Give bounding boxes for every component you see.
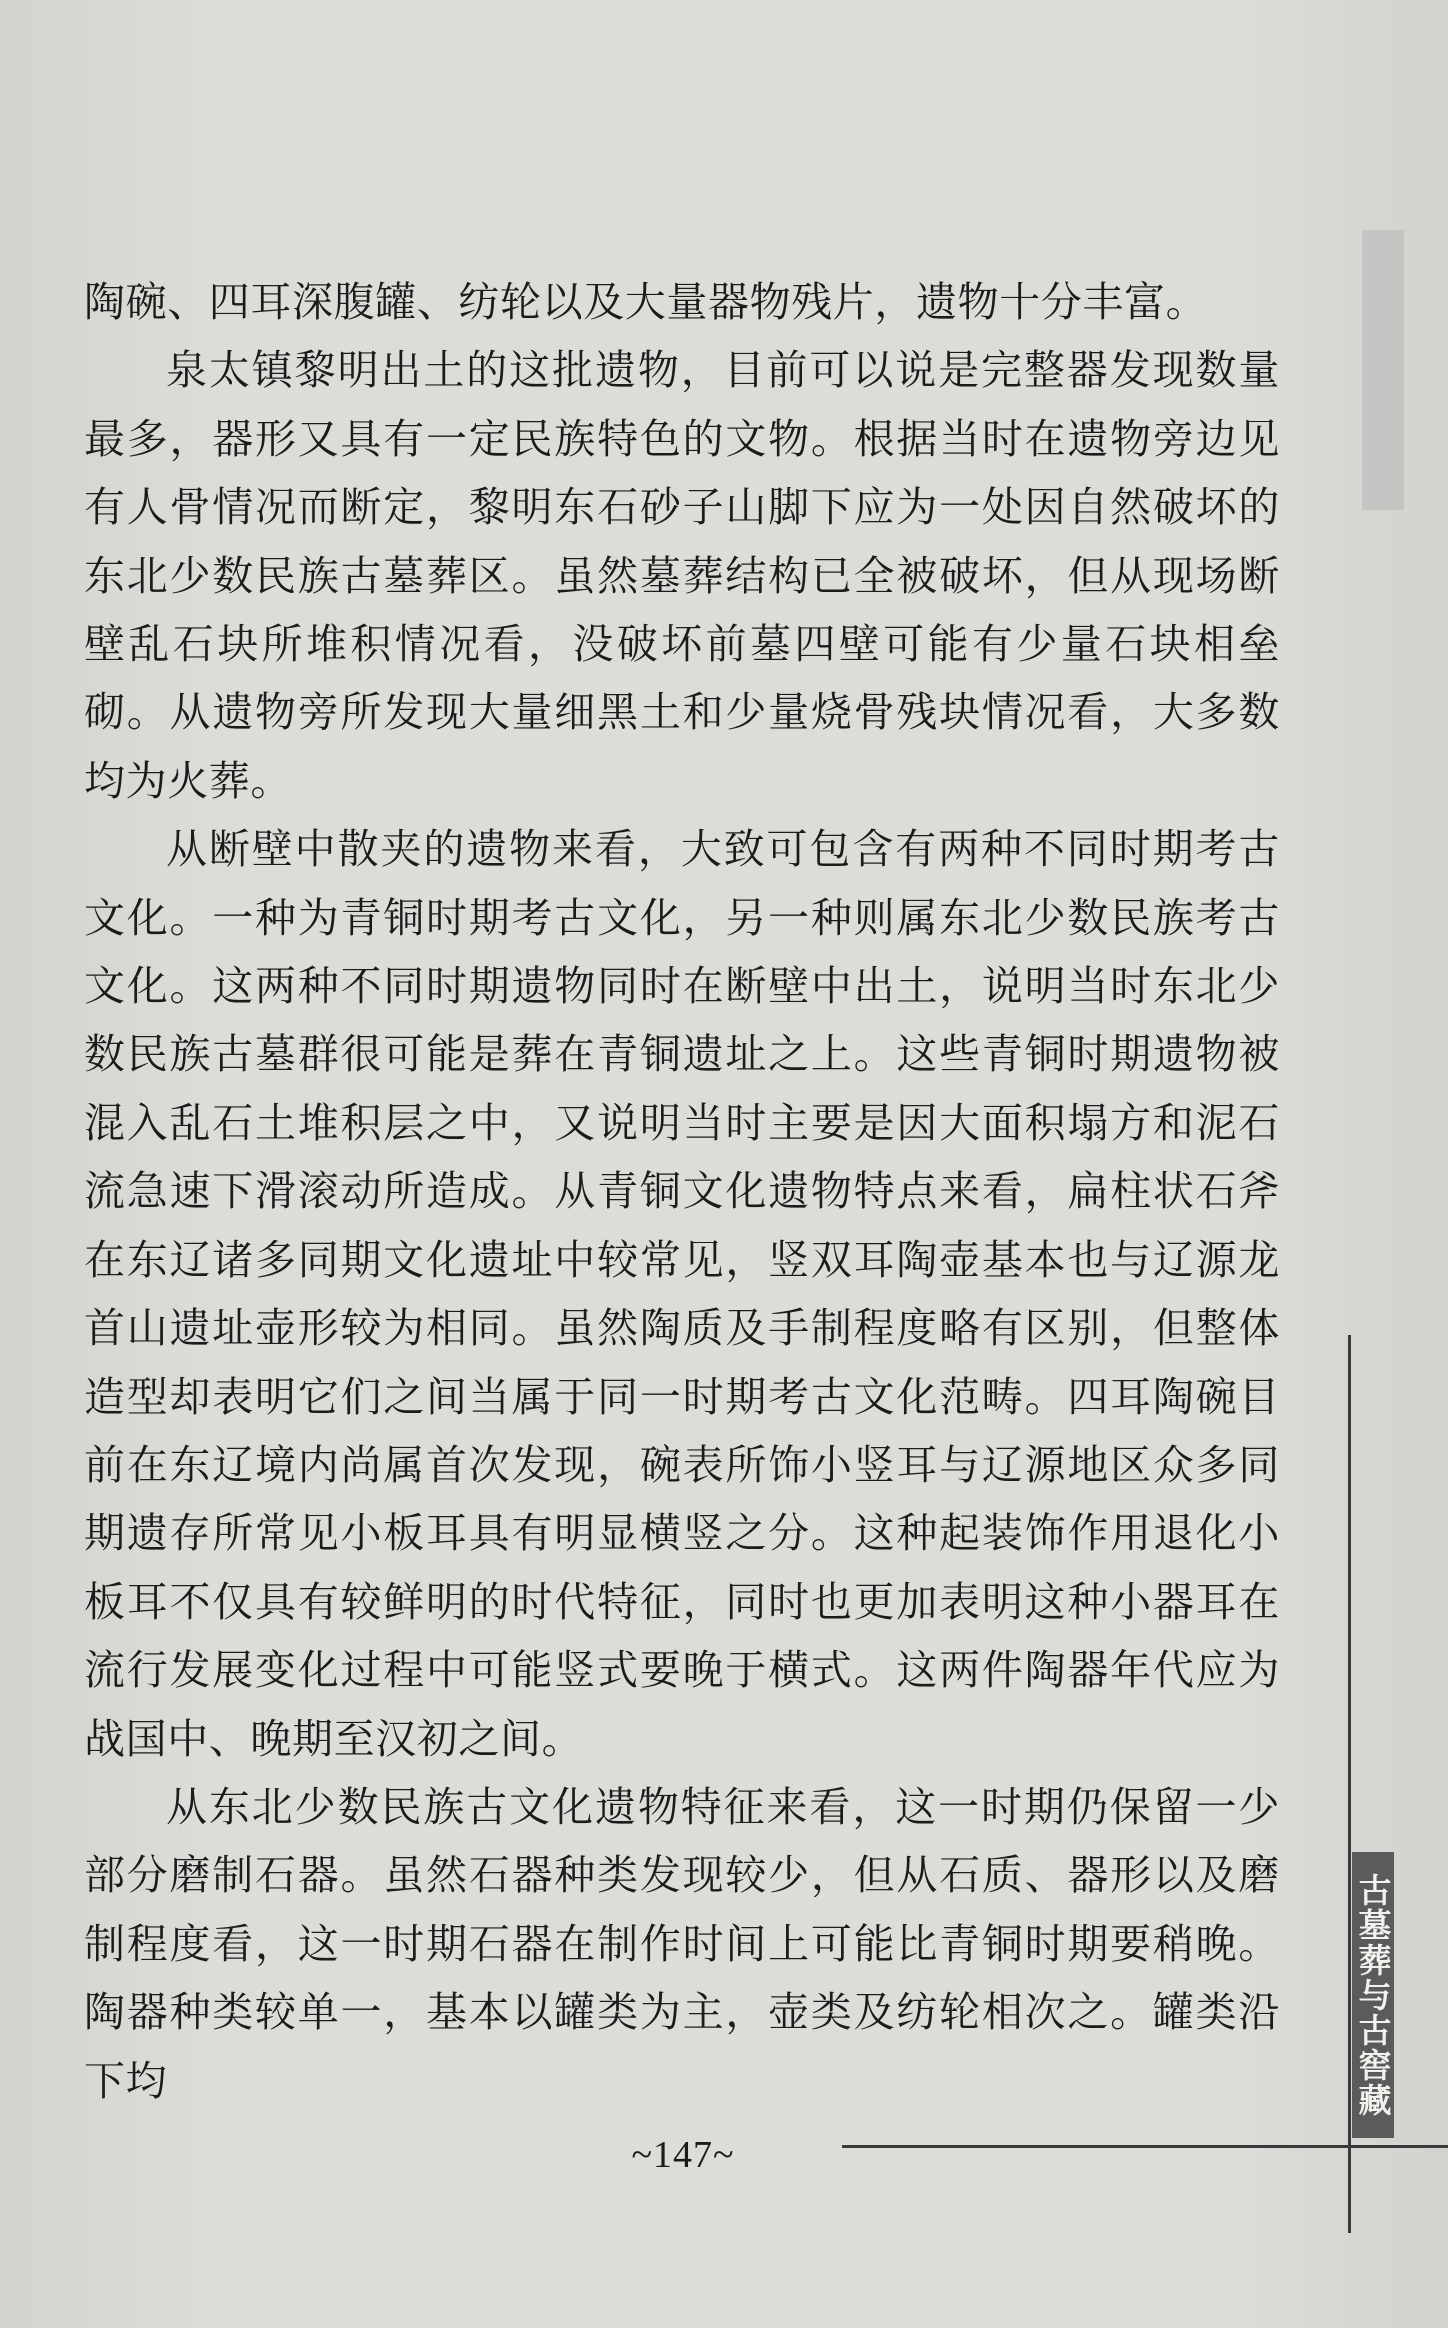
- page-number: ~147~: [631, 2134, 735, 2176]
- paragraph-2: 泉太镇黎明出土的这批遗物，目前可以说是完整器发现数量最多，器形又具有一定民族特色的文物。根据当时在遗物旁边见有人骨情况而断定，黎明东石砂子山脚下应为一处因自然破坏的东北少数民族古墓葬区。虽然墓葬结构已全被破坏，但从现场断壁乱石块所堆积情况看，没破坏前墓四壁可能有少量石块相垒砌。从遗物旁所发现大量细黑土和少量烧骨残块情况看，大多数均为火葬。: [84, 346, 1280, 805]
- paragraph-3: 从断壁中散夹的遗物来看，大致可包含有两种不同时期考古文化。一种为青铜时期考古文化，另一种则属东北少数民族考古文化。这两种不同时期遗物同时在断壁中出土，说明当时东北少数民族古墓群很可能是葬在青铜遗址之上。这些青铜时期遗物被混入乱石土堆积层之中，又说明当时主要是因大面积塌方和泥石流急速下滑滚动所造成。从青铜文化遗物特点来看，扁柱状石斧在东辽诸多同期文化遗址中较常见，竖双耳陶壶基本也与辽源龙首山遗址壶形较为相同。虽然陶质及手制程度略有区别，但整体造型却表明它们之间当属于同一时期考古文化范畴。四耳陶碗目前在东辽境内尚属首次发现，碗表所饰小竖耳与辽源地区众多同期遗存所常见小板耳具有明显横竖之分。这种起装饰作用退化小板耳不仅具有较鲜明的时代特征，同时也更加表明这种小器耳在流行发展变化过程中可能竖式要晚于横式。这两件陶器年代应为战国中、晚期至汉初之间。: [84, 825, 1280, 1763]
- paragraph-1: 陶碗、四耳深腹罐、纺轮以及大量器物残片，遗物十分丰富。: [84, 278, 1208, 326]
- footer-rule: [842, 2145, 1448, 2148]
- chapter-side-tab: 古墓葬与古窖藏: [1352, 1852, 1394, 2138]
- paragraph-4: 从东北少数民族古文化遗物特征来看，这一时期仍保留一少部分磨制石器。虽然石器种类发现较少，但从石质、器形以及磨制程度看，这一时期石器在制作时间上可能比青铜时期要稍晚。陶器种类较单一，基本以罐类为主，壶类及纺轮相次之。罐类沿下均: [84, 1782, 1280, 2105]
- body-text: [84, 268, 1280, 2115]
- side-tab-bleedthrough: [1362, 230, 1404, 510]
